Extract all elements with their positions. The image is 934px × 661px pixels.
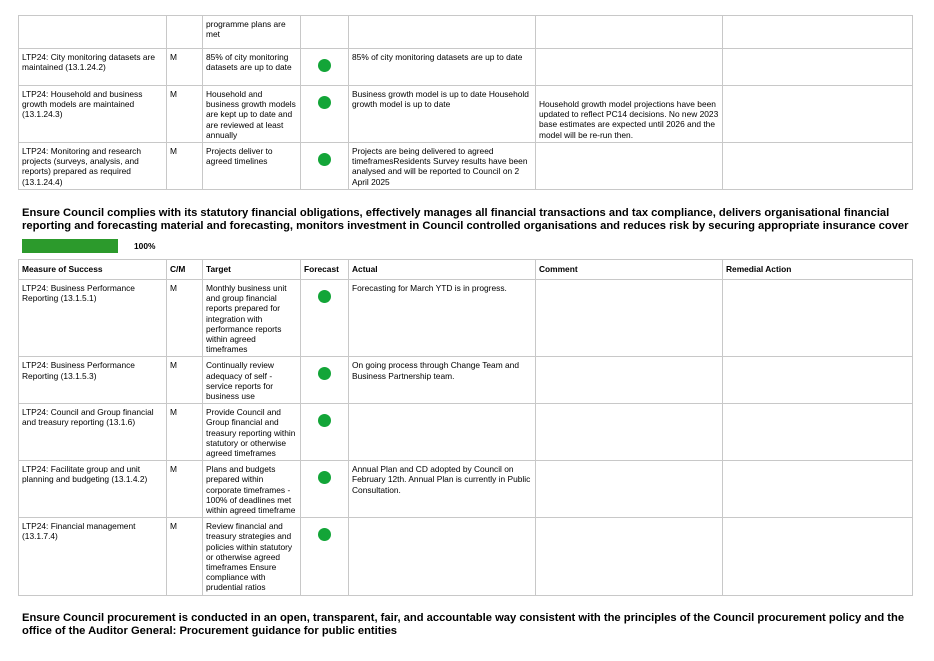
cm-cell: M xyxy=(167,49,203,86)
forecast-cell xyxy=(301,357,349,404)
table-row xyxy=(19,461,913,518)
table-row xyxy=(19,143,913,190)
remedial-cell xyxy=(723,86,913,143)
actual-cell xyxy=(349,404,536,461)
comment-cell xyxy=(536,404,723,461)
forecast-cell xyxy=(301,404,349,461)
actual-cell: Projects are being delivered to agreed timeframesResidents Survey results have been analysed and will be reported to Council on 2 April 2025 xyxy=(349,143,536,190)
forecast-cell xyxy=(301,280,349,357)
remedial-cell xyxy=(723,518,913,595)
target-cell: Provide Council and Group financial and treasury reporting within statutory or otherwise agreed timeframes xyxy=(203,404,301,461)
header-remedial: Remedial Action xyxy=(723,260,913,280)
table-row xyxy=(19,16,913,49)
table-row xyxy=(19,357,913,404)
target-cell: Monthly business unit and group financial reports prepared for integration with performance reports within agreed timeframes xyxy=(203,280,301,357)
table-row xyxy=(19,404,913,461)
actual-cell: 85% of city monitoring datasets are up to date xyxy=(349,49,536,86)
forecast-cell xyxy=(301,518,349,595)
forecast-green-status-icon xyxy=(318,153,331,166)
target-cell: Review financial and treasury strategies and policies within statutory or otherwise agreed timeframes Ensure compliance with prudential ratios xyxy=(203,518,301,595)
financial-table xyxy=(18,259,913,596)
measure-cell: LTP24: Council and Group financial and treasury reporting (13.1.6) xyxy=(19,404,167,461)
forecast-green-status-icon xyxy=(318,290,331,303)
table-header-row xyxy=(19,260,913,280)
target-cell: Projects deliver to agreed timelines xyxy=(203,143,301,190)
table-row xyxy=(19,86,913,143)
header-measure: Measure of Success xyxy=(19,260,167,280)
forecast-green-status-icon xyxy=(318,528,331,541)
target-cell: 85% of city monitoring datasets are up to date xyxy=(203,49,301,86)
header-cm: C/M xyxy=(167,260,203,280)
actual-cell xyxy=(349,16,536,49)
cm-cell: M xyxy=(167,404,203,461)
measure-cell: LTP24: Financial management (13.1.7.4) xyxy=(19,518,167,595)
forecast-green-status-icon xyxy=(318,414,331,427)
remedial-cell xyxy=(723,404,913,461)
comment-cell xyxy=(536,357,723,404)
table-row xyxy=(19,280,913,357)
section-heading-procurement: Ensure Council procurement is conducted in an open, transparent, fair, and accountable way consistent with the principles of the Council procurement policy and the office of the Auditor General: Procurement guidance for public entities xyxy=(22,612,905,637)
comment-text: Household growth model projections have been updated to reflect PC14 decisions. No new 2023 base estimates are expected until 2026 and the model will be re-run then. xyxy=(539,99,719,140)
cm-cell xyxy=(167,16,203,49)
measure-cell xyxy=(19,16,167,49)
comment-cell xyxy=(536,86,723,143)
remedial-cell xyxy=(723,16,913,49)
actual-cell: Annual Plan and CD adopted by Council on February 12th. Annual Plan is currently in Public Consultation. xyxy=(349,461,536,518)
measure-cell: LTP24: Business Performance Reporting (13.1.5.1) xyxy=(19,280,167,357)
header-comment: Comment xyxy=(536,260,723,280)
cm-cell: M xyxy=(167,143,203,190)
target-cell: Household and business growth models are kept up to date and are reviewed at least annually xyxy=(203,86,301,143)
section-heading-financial: Ensure Council complies with its statutory financial obligations, effectively manages all financial transactions and tax compliance, delivers organisational financial reporting and forecasting material and forecasting, monitors investment in Council controlled organisations and reduces risk by securing appropriate insurance cover xyxy=(22,207,909,232)
cm-cell: M xyxy=(167,86,203,143)
forecast-green-status-icon xyxy=(318,59,331,72)
header-actual: Actual xyxy=(349,260,536,280)
remedial-cell xyxy=(723,280,913,357)
cm-cell: M xyxy=(167,461,203,518)
comment-cell xyxy=(536,280,723,357)
forecast-green-status-icon xyxy=(318,471,331,484)
measure-cell: LTP24: Household and business growth models are maintained (13.1.24.3) xyxy=(19,86,167,143)
forecast-cell xyxy=(301,143,349,190)
forecast-cell xyxy=(301,49,349,86)
actual-cell: On going process through Change Team and Business Partnership team. xyxy=(349,357,536,404)
cm-cell: M xyxy=(167,518,203,595)
remedial-cell xyxy=(723,357,913,404)
forecast-cell xyxy=(301,86,349,143)
comment-cell xyxy=(536,16,723,49)
measure-cell: LTP24: Monitoring and research projects (surveys, analysis, and reports) prepared as required (13.1.24.4) xyxy=(19,143,167,190)
remedial-cell xyxy=(723,143,913,190)
actual-cell: Business growth model is up to date Household growth model is up to date xyxy=(349,86,536,143)
header-target: Target xyxy=(203,260,301,280)
target-cell: Plans and budgets prepared within corporate timeframes - 100% of deadlines met within agreed timeframe xyxy=(203,461,301,518)
measure-cell: LTP24: City monitoring datasets are maintained (13.1.24.2) xyxy=(19,49,167,86)
comment-cell xyxy=(536,461,723,518)
forecast-cell xyxy=(301,461,349,518)
monitoring-table xyxy=(18,15,913,190)
forecast-cell xyxy=(301,16,349,49)
progress-bar xyxy=(22,239,118,253)
cm-cell: M xyxy=(167,357,203,404)
target-cell: programme plans are met xyxy=(203,16,301,49)
measure-cell: LTP24: Business Performance Reporting (13.1.5.3) xyxy=(19,357,167,404)
remedial-cell xyxy=(723,49,913,86)
table-row xyxy=(19,518,913,595)
actual-cell xyxy=(349,518,536,595)
forecast-green-status-icon xyxy=(318,367,331,380)
remedial-cell xyxy=(723,461,913,518)
target-cell: Continually review adequacy of self - service reports for business use xyxy=(203,357,301,404)
measure-cell: LTP24: Facilitate group and unit planning and budgeting (13.1.4.2) xyxy=(19,461,167,518)
actual-cell: Forecasting for March YTD is in progress. xyxy=(349,280,536,357)
comment-cell xyxy=(536,143,723,190)
forecast-green-status-icon xyxy=(318,96,331,109)
table-row xyxy=(19,49,913,86)
header-forecast: Forecast xyxy=(301,260,349,280)
comment-cell xyxy=(536,518,723,595)
progress-label: 100% xyxy=(134,241,156,251)
comment-cell xyxy=(536,49,723,86)
cm-cell: M xyxy=(167,280,203,357)
